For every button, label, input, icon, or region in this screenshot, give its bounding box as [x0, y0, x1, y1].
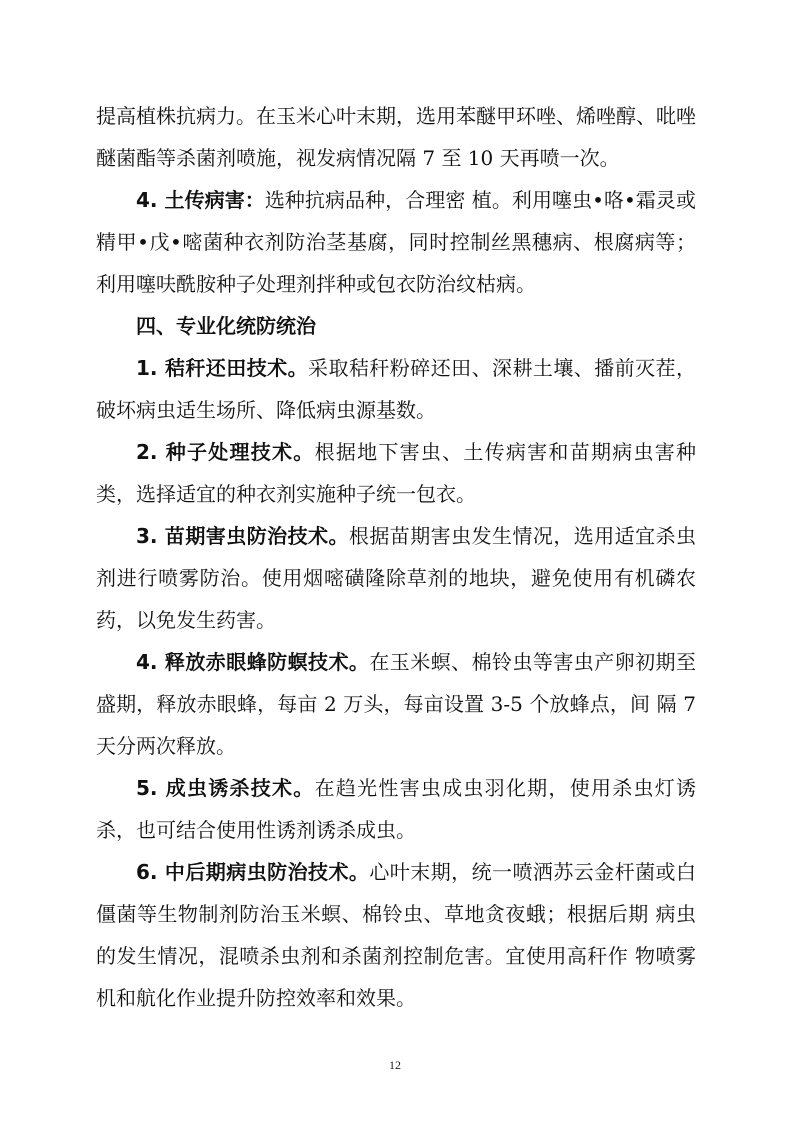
item-text: 在玉米螟、棉铃虫等害虫产卵初期至盛期，释放赤眼蜂，每亩 2 万头，每亩设置 3-5 个放蜂点，间 隔 7 天分两次释放。	[96, 650, 697, 758]
paragraph-text: 提高植株抗病力。在玉米心叶末期，选用苯醚甲环唑、烯唑醇、吡唑醚菌酯等杀菌剂喷施，视发病情况隔 7 至 10 天再喷一次。	[96, 104, 696, 170]
list-item	[96, 767, 696, 851]
item-lead: 3. 苗期害虫防治技术。	[136, 524, 349, 548]
item-lead: 5. 成虫诱杀技术。	[136, 776, 315, 800]
paragraph-disease-resistance	[96, 95, 696, 179]
paragraph-text: 选种抗病品种，合理密 植。利用噻虫•咯•霜灵或精甲•戊•嘧菌种衣剂防治茎基腐，同时控制丝黑穗病、根腐病等；利用噻呋酰胺种子处理剂拌种或包衣防治纹枯病。	[96, 188, 696, 296]
item-lead: 4. 释放赤眼蜂防螟技术。	[136, 650, 370, 674]
item-text: 在趋光性害虫成虫羽化期，使用杀虫灯诱杀，也可结合使用性诱剂诱杀成虫。	[96, 776, 696, 842]
section-heading: 四、专业化统防统治	[136, 314, 316, 338]
item-lead: 6. 中后期病虫防治技术。	[136, 860, 370, 884]
page-number: 12	[389, 1058, 401, 1072]
list-item	[96, 431, 696, 515]
list-item	[96, 347, 696, 431]
item-lead: 1. 秸秆还田技术。	[136, 356, 309, 380]
item-text: 采取秸秆粉碎还田、深耕土壤、播前灭茬，破坏病虫适生场所、降低病虫源基数。	[96, 356, 697, 422]
list-item	[96, 515, 696, 641]
item-lead: 2. 种子处理技术。	[136, 440, 315, 464]
paragraph-soil-borne-disease	[96, 179, 696, 305]
list-item	[96, 851, 696, 1019]
paragraph-lead: 4. 土传病害：	[136, 188, 265, 212]
list-item	[96, 641, 696, 767]
item-text: 心叶末期，统一喷洒苏云金杆菌或白僵菌等生物制剂防治玉米螟、棉铃虫、草地贪夜蛾；根据后期 病虫的发生情况，混喷杀虫剂和杀菌剂控制危害。宜使用高秆作 物喷雾机和航化作业提升防控效率和效果。	[96, 860, 697, 1010]
item-text: 根据苗期害虫发生情况，选用适宜杀虫剂进行喷雾防治。使用烟嘧磺隆除草剂的地块，避免使用有机磷农药，以免发生药害。	[96, 524, 696, 632]
document-body	[96, 95, 696, 1019]
item-text: 根据地下害虫、土传病害和苗期病虫害种类，选择适宜的种衣剂实施种子统一包衣。	[96, 440, 696, 506]
